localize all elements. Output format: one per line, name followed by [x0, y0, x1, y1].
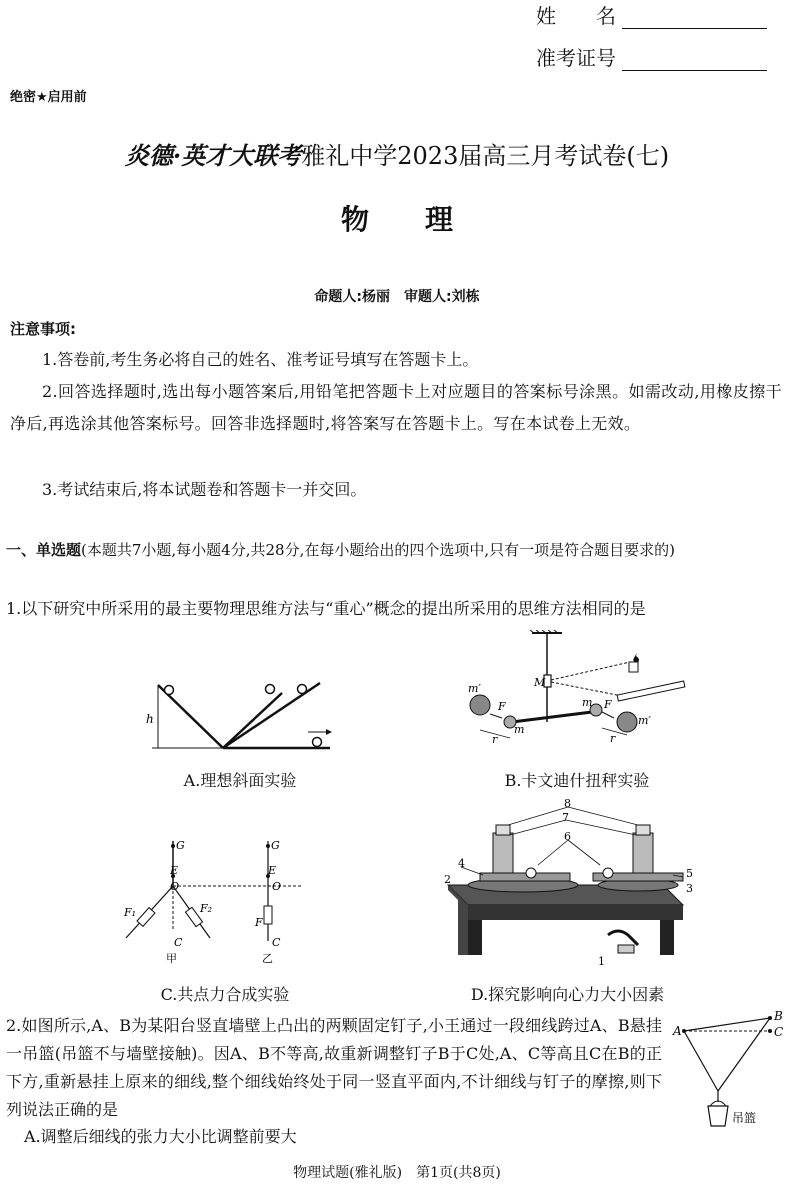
subject-title: 物 理 — [340, 203, 453, 236]
q2-option-a[interactable]: A.调整后细线的张力大小比调整前要大 — [24, 1127, 297, 1146]
fig-c-yi: 乙 — [262, 952, 273, 965]
fig-d-8: 8 — [564, 797, 571, 810]
fig-c-G2: G — [271, 839, 280, 852]
id-label: 准考证号 — [536, 46, 616, 70]
notes-heading: 注意事项: — [10, 320, 76, 338]
fig-d-5: 5 — [686, 867, 693, 880]
q1-stem: 1.以下研究中所采用的最主要物理思维方法与“重心”概念的提出所采用的思维方法相同的是 — [6, 599, 646, 618]
fig-c-F: F — [255, 916, 263, 929]
authors: 命题人:杨丽 审题人:刘栋 — [314, 289, 480, 305]
name-field[interactable] — [536, 0, 767, 29]
fig-q2-basket-label: 吊篮 — [732, 1111, 757, 1125]
fig-c-C2: C — [272, 936, 281, 949]
secret-label: 绝密★启用前 — [10, 90, 87, 105]
fig-c-E1: E — [170, 864, 179, 877]
fig-c-C1: C — [174, 936, 183, 949]
fig-c-jia: 甲 — [166, 952, 177, 965]
name-label: 姓 名 — [536, 4, 616, 28]
q1-option-c[interactable]: C.共点力合成实验 — [160, 985, 290, 1004]
fig-c-F2: F₂ — [200, 902, 213, 915]
figure-d-centripetal-apparatus — [428, 795, 698, 975]
fig-b-F-right: F — [604, 698, 612, 711]
fig-q2-B: B — [774, 1009, 783, 1023]
fig-b-mprime-right: m′ — [638, 714, 651, 727]
fig-b-r-left: r — [492, 733, 498, 746]
fig-q2-C: C — [774, 1025, 784, 1039]
fig-b-r-right: r — [610, 732, 616, 745]
figure-c-force-composition — [118, 836, 318, 968]
fig-a-h: h — [146, 712, 154, 726]
id-field[interactable] — [536, 42, 767, 71]
figure-a-incline — [140, 675, 340, 765]
page-footer: 物理试题(雅礼版) 第1页(共8页) — [293, 1165, 501, 1181]
note-1: 1.答卷前,考生务必将自己的姓名、准考证号填写在答题卡上。 — [42, 350, 479, 369]
figure-q2-basket — [670, 1006, 788, 1136]
name-line[interactable] — [622, 10, 767, 29]
fig-b-mprime-left: m′ — [468, 682, 481, 695]
fig-b-m-left: m — [514, 723, 525, 736]
fig-d-6: 6 — [564, 830, 571, 843]
section1-title: 一、单选题 — [6, 541, 82, 559]
fig-c-E2: E — [268, 864, 277, 877]
section1-desc: (本题共7小题,每小题4分,共28分,在每小题给出的四个选项中,只有一项是符合题目要求的) — [81, 541, 675, 559]
fig-d-7: 7 — [562, 811, 569, 824]
fig-b-m-right: m — [582, 696, 593, 709]
fig-c-O1: O — [170, 880, 180, 893]
fig-q2-A: A — [673, 1024, 682, 1038]
fig-d-2: 2 — [444, 873, 451, 886]
note-3: 3.考试结束后,将本试题卷和答题卡一并交回。 — [42, 480, 367, 499]
q1-option-b[interactable]: B.卡文迪什扭秤实验 — [504, 771, 650, 790]
q1-option-d[interactable]: D.探究影响向心力大小因素 — [470, 985, 665, 1004]
q1-option-a[interactable]: A.理想斜面实验 — [183, 771, 297, 790]
title-brand: 炎德·英才大联考 — [124, 141, 302, 170]
fig-b-M: M — [534, 676, 546, 689]
exam-title — [0, 136, 794, 171]
note-2: 2.回答选择题时,选出每小题答案后,用铅笔把答题卡上对应题目的答案标号涂黑。如需改动,用橡皮擦干净后,再选涂其他答案标号。回答非选择题时,将答案写在答题卡上。写在本试卷上无效。 — [10, 382, 782, 433]
q2-stem: 2.如图所示,A、B为某阳台竖直墙壁上凸出的两颗固定钉子,小王通过一段细线跨过A、B悬挂一吊篮(吊篮不与墙壁接触)。因A、B不等高,故重新调整钉子B于C处,A、C等高且C在B的正下方,重新悬挂上原来的细线,整个细线始终处于同一竖直平面内,不计细线与钉子的摩擦,则下列说法正确的是 — [6, 1016, 662, 1119]
id-line[interactable] — [622, 52, 767, 71]
fig-d-1: 1 — [598, 955, 605, 968]
title-rest: 雅礼中学2023届高三月考试卷(七) — [301, 142, 670, 170]
section1-header — [6, 536, 782, 564]
fig-b-F-left: F — [498, 700, 506, 713]
fig-d-3: 3 — [686, 882, 693, 895]
fig-c-O2: O — [272, 880, 282, 893]
figure-b-torsion-balance — [462, 630, 692, 765]
fig-d-4: 4 — [458, 857, 465, 870]
fig-c-G1: G — [176, 839, 185, 852]
fig-c-F1: F₁ — [124, 906, 137, 919]
